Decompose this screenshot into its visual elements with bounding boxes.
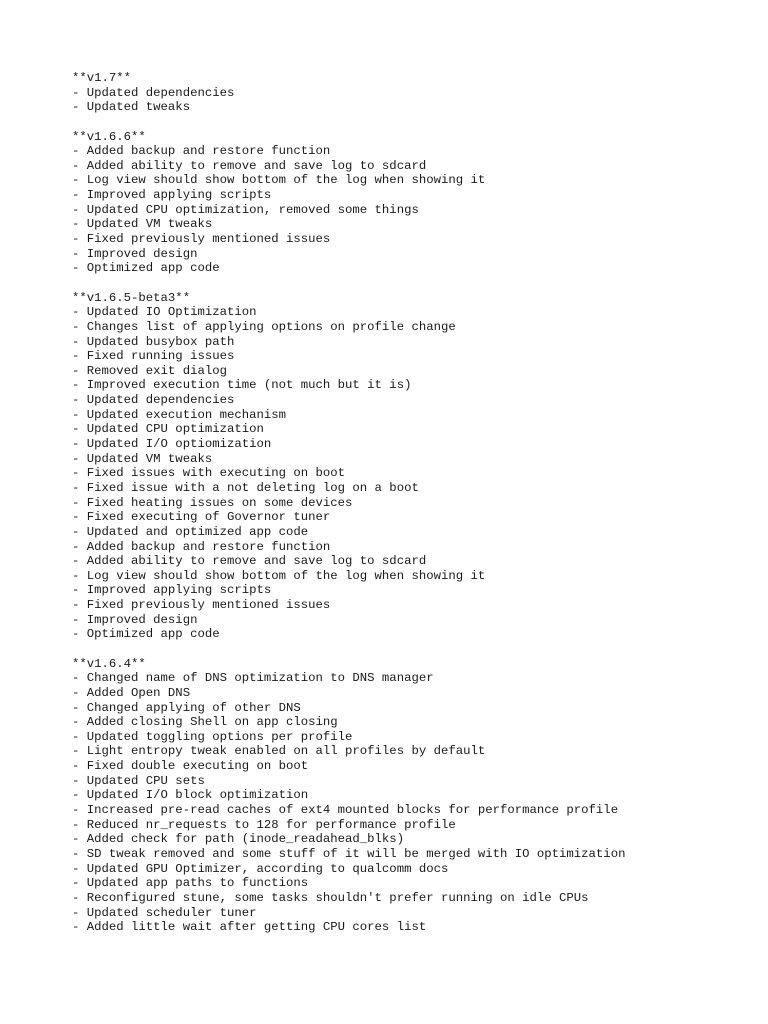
changelog-item: - Updated I/O optiomization bbox=[72, 437, 272, 452]
changelog-item: - Fixed heating issues on some devices bbox=[72, 495, 353, 510]
changelog-section bbox=[72, 291, 752, 642]
changelog-item: - Updated IO Optimization bbox=[72, 305, 257, 320]
changelog-item: - Updated dependencies bbox=[72, 393, 235, 408]
changelog-item: - Updated VM tweaks bbox=[72, 217, 213, 232]
changelog-item: - Optimized app code bbox=[72, 627, 220, 642]
changelog-item: - Fixed double executing on boot bbox=[72, 759, 309, 774]
changelog-item: - Fixed previously mentioned issues bbox=[72, 598, 331, 613]
changelog-item: - Updated CPU optimization bbox=[72, 422, 264, 437]
changelog-item: - Changes list of applying options on profile change bbox=[72, 319, 456, 334]
changelog-document bbox=[72, 71, 752, 949]
changelog-item: - Added check for path (inode_readahead_blks) bbox=[72, 832, 405, 847]
changelog-item: - Updated GPU Optimizer, according to qualcomm docs bbox=[72, 861, 449, 876]
changelog-item: - Removed exit dialog bbox=[72, 363, 227, 378]
changelog-item: - Updated and optimized app code bbox=[72, 524, 309, 539]
changelog-item: - Updated execution mechanism bbox=[72, 407, 287, 422]
changelog-item: - SD tweak removed and some stuff of it will be merged with IO optimization bbox=[72, 846, 626, 861]
changelog-item: - Updated CPU optimization, removed some things bbox=[72, 202, 419, 217]
changelog-section bbox=[72, 130, 752, 276]
changelog-item: - Added little wait after getting CPU cores list bbox=[72, 920, 427, 935]
changelog-section bbox=[72, 657, 752, 935]
changelog-item: - Updated scheduler tuner bbox=[72, 905, 257, 920]
changelog-item: - Log view should show bottom of the log when showing it bbox=[72, 173, 486, 188]
version-heading: **v1.7** bbox=[72, 71, 132, 85]
changelog-item: - Updated toggling options per profile bbox=[72, 729, 353, 744]
changelog-item: - Fixed issues with executing on boot bbox=[72, 466, 346, 481]
changelog-section bbox=[72, 71, 752, 115]
changelog-item: - Increased pre-read caches of ext4 mounted blocks for performance profile bbox=[72, 803, 619, 818]
changelog-item: - Fixed running issues bbox=[72, 349, 235, 364]
changelog-item: - Added ability to remove and save log to sdcard bbox=[72, 554, 427, 569]
changelog-item: - Updated I/O block optimization bbox=[72, 788, 309, 803]
changelog-item: - Improved applying scripts bbox=[72, 188, 272, 203]
changelog-item: - Improved execution time (not much but it is) bbox=[72, 378, 412, 393]
version-heading: **v1.6.6** bbox=[72, 129, 146, 144]
changelog-item: - Light entropy tweak enabled on all profiles by default bbox=[72, 744, 486, 759]
changelog-item: - Improved design bbox=[72, 612, 198, 627]
changelog-item: - Fixed issue with a not deleting log on a boot bbox=[72, 480, 419, 495]
changelog-item: - Reconfigured stune, some tasks shouldn't prefer running on idle CPUs bbox=[72, 890, 589, 905]
changelog-item: - Optimized app code bbox=[72, 261, 220, 276]
changelog-item: - Updated tweaks bbox=[72, 100, 191, 115]
changelog-item: - Updated VM tweaks bbox=[72, 451, 213, 466]
changelog-item: - Changed name of DNS optimization to DNS manager bbox=[72, 671, 434, 686]
changelog-item: - Changed applying of other DNS bbox=[72, 700, 301, 715]
changelog-item: - Updated CPU sets bbox=[72, 773, 205, 788]
changelog-item: - Added backup and restore function bbox=[72, 144, 331, 159]
version-heading: **v1.6.4** bbox=[72, 656, 146, 671]
changelog-item: - Updated dependencies bbox=[72, 85, 235, 100]
changelog-item: - Added backup and restore function bbox=[72, 539, 331, 554]
changelog-item: - Added Open DNS bbox=[72, 685, 191, 700]
changelog-item: - Updated busybox path bbox=[72, 334, 235, 349]
changelog-item: - Added ability to remove and save log to sdcard bbox=[72, 158, 427, 173]
changelog-item: - Improved applying scripts bbox=[72, 583, 272, 598]
changelog-item: - Log view should show bottom of the log when showing it bbox=[72, 568, 486, 583]
changelog-item: - Fixed previously mentioned issues bbox=[72, 232, 331, 247]
version-heading: **v1.6.5-beta3** bbox=[72, 290, 191, 305]
changelog-item: - Improved design bbox=[72, 246, 198, 261]
changelog-item: - Added closing Shell on app closing bbox=[72, 715, 338, 730]
changelog-item: - Reduced nr_requests to 128 for performance profile bbox=[72, 817, 456, 832]
changelog-item: - Updated app paths to functions bbox=[72, 876, 309, 891]
changelog-item: - Fixed executing of Governor tuner bbox=[72, 510, 331, 525]
